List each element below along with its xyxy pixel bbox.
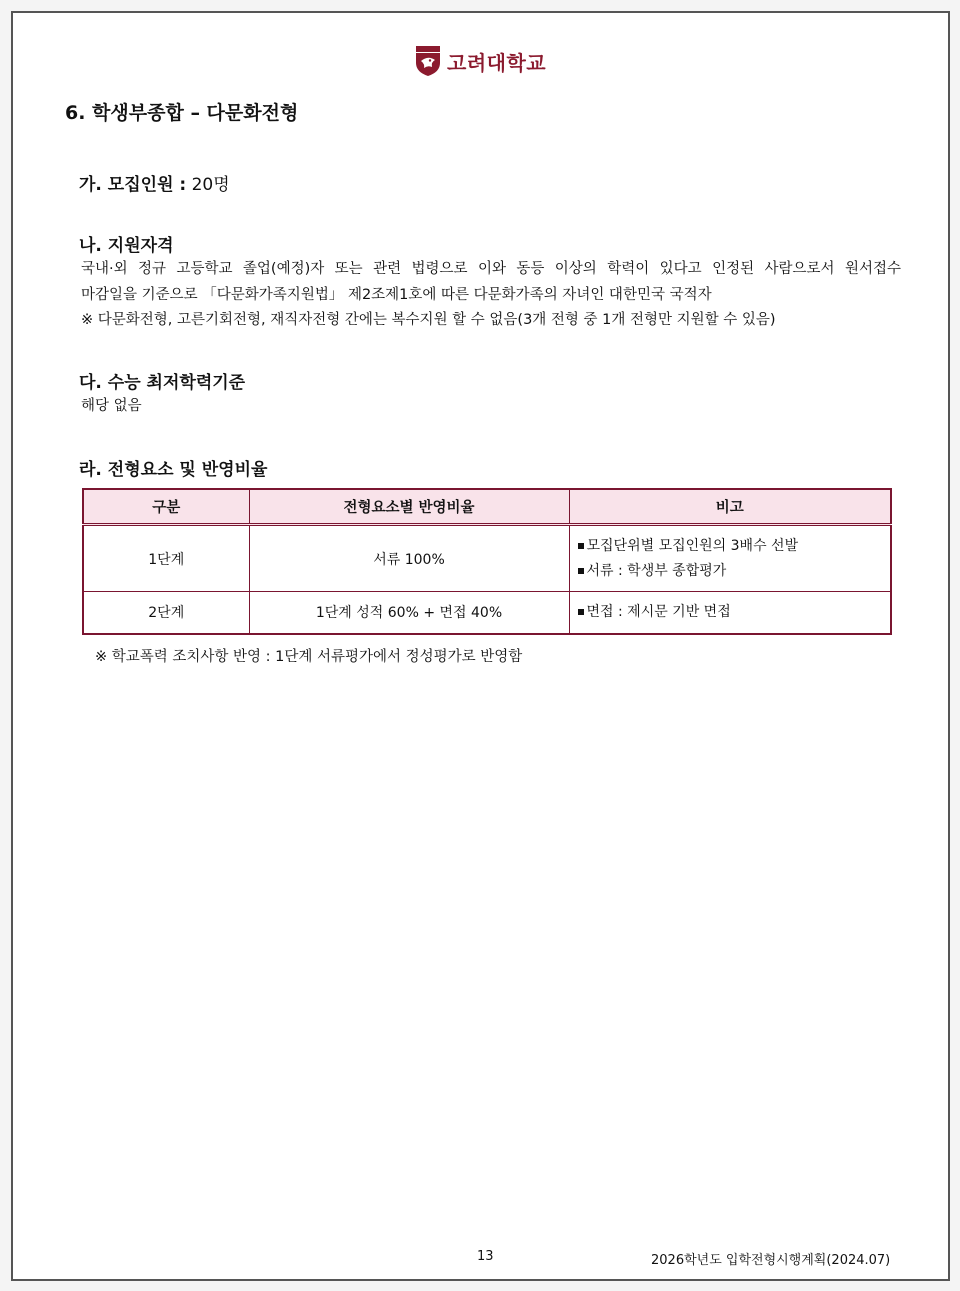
note-text: 모집단위별 모집인원의 3배수 선발	[586, 537, 799, 554]
eligibility-line-2: 마감일을 기준으로 「다문화가족지원법」 제2조제1호에 따른 다문화가족의 자녀인 대한민국 국적자	[81, 286, 712, 303]
ratio-cell: 서류 100%	[249, 525, 569, 592]
section-title: 6. 학생부종합 – 다문화전형	[65, 102, 299, 124]
page-number: 13	[477, 1249, 494, 1264]
eligibility-line-1: 국내·외 정규 고등학교 졸업(예정)자 또는 관련 법령으로 이와 동등 이상의 학력이 있다고 인정된 사람으로서 원서접수	[81, 261, 901, 277]
selection-factors-heading: 라. 전형요소 및 반영비율	[79, 460, 268, 480]
header-notes: 비고	[569, 489, 891, 525]
csat-minimum-value: 해당 없음	[81, 398, 142, 414]
square-bullet-icon	[578, 543, 584, 549]
document-page	[11, 11, 950, 1281]
university-logo	[415, 45, 546, 77]
header-ratio: 전형요소별 반영비율	[249, 489, 569, 525]
tiger-crest-icon	[415, 45, 441, 77]
footer-doc-title: 2026학년도 입학전형시행계획(2024.07)	[651, 1253, 891, 1268]
recruitment-count-label: 가. 모집인원 :	[79, 175, 187, 195]
selection-factors-table	[82, 488, 892, 635]
csat-minimum-heading: 다. 수능 최저학력기준	[79, 373, 246, 393]
eligibility-note: ※ 다문화전형, 고른기회전형, 재직자전형 간에는 복수지원 할 수 없음(3개 전형 중 1개 전형만 지원할 수 있음)	[81, 312, 776, 328]
note-item	[578, 600, 890, 625]
header-stage: 구분	[83, 489, 249, 525]
table-header-row	[83, 489, 891, 525]
stage-cell: 2단계	[83, 592, 249, 634]
school-violence-footnote: ※ 학교폭력 조치사항 반영 : 1단계 서류평가에서 정성평가로 반영함	[95, 649, 523, 665]
notes-cell	[569, 592, 891, 634]
notes-cell	[569, 525, 891, 592]
eligibility-text	[81, 257, 901, 334]
ratio-cell: 1단계 성적 60% + 면접 40%	[249, 592, 569, 634]
square-bullet-icon	[578, 609, 584, 615]
eligibility-heading: 나. 지원자격	[79, 236, 174, 256]
note-text: 면접 : 제시문 기반 면접	[586, 603, 731, 620]
table-row	[83, 592, 891, 634]
note-item	[578, 534, 890, 559]
logo-text: 고려대학교	[447, 50, 547, 75]
square-bullet-icon	[578, 568, 584, 574]
note-text: 서류 : 학생부 종합평가	[586, 562, 727, 579]
stage-cell: 1단계	[83, 525, 249, 592]
recruitment-count-value: 20명	[186, 175, 230, 195]
recruitment-count	[79, 170, 230, 195]
table-row	[83, 525, 891, 592]
note-item	[578, 559, 890, 584]
